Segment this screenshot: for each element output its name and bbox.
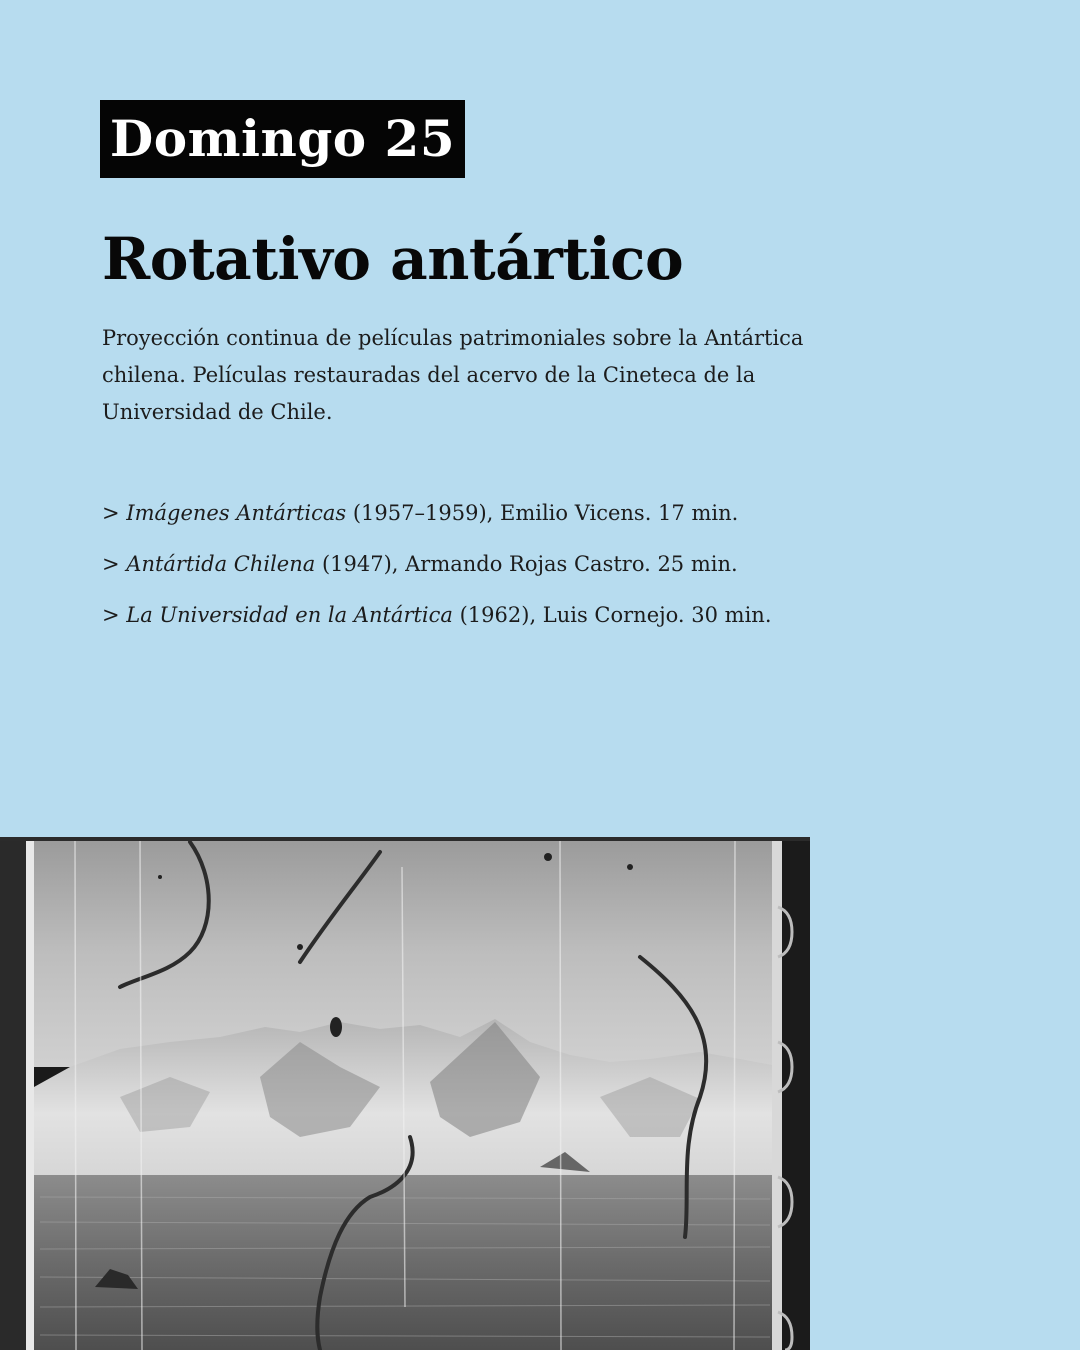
film-prefix: > xyxy=(102,552,127,576)
film-details: (1962), Luis Cornejo. 30 min. xyxy=(452,603,772,627)
film-item xyxy=(102,547,862,598)
film-prefix: > xyxy=(102,603,127,627)
film-item xyxy=(102,496,862,547)
event-title: Rotativo antártico xyxy=(102,225,684,293)
film-details: (1957–1959), Emilio Vicens. 17 min. xyxy=(346,501,739,525)
date-label: Domingo 25 xyxy=(109,109,456,168)
film-list xyxy=(102,496,862,649)
film-title: Imágenes Antárticas xyxy=(126,501,347,525)
film-item xyxy=(102,598,862,649)
date-badge xyxy=(100,100,465,178)
film-still-image xyxy=(0,837,810,1350)
film-title: La Universidad en la Antártica xyxy=(126,603,453,627)
film-details: (1947), Armando Rojas Castro. 25 min. xyxy=(315,552,738,576)
antarctic-landscape-frame xyxy=(0,837,810,1350)
film-title: Antártida Chilena xyxy=(126,552,316,576)
event-description: Proyección continua de películas patrimoniales sobre la Antártica chilena. Películas restauradas del acervo de la Cineteca de la Universidad de Chile. xyxy=(102,326,804,424)
film-prefix: > xyxy=(102,501,127,525)
